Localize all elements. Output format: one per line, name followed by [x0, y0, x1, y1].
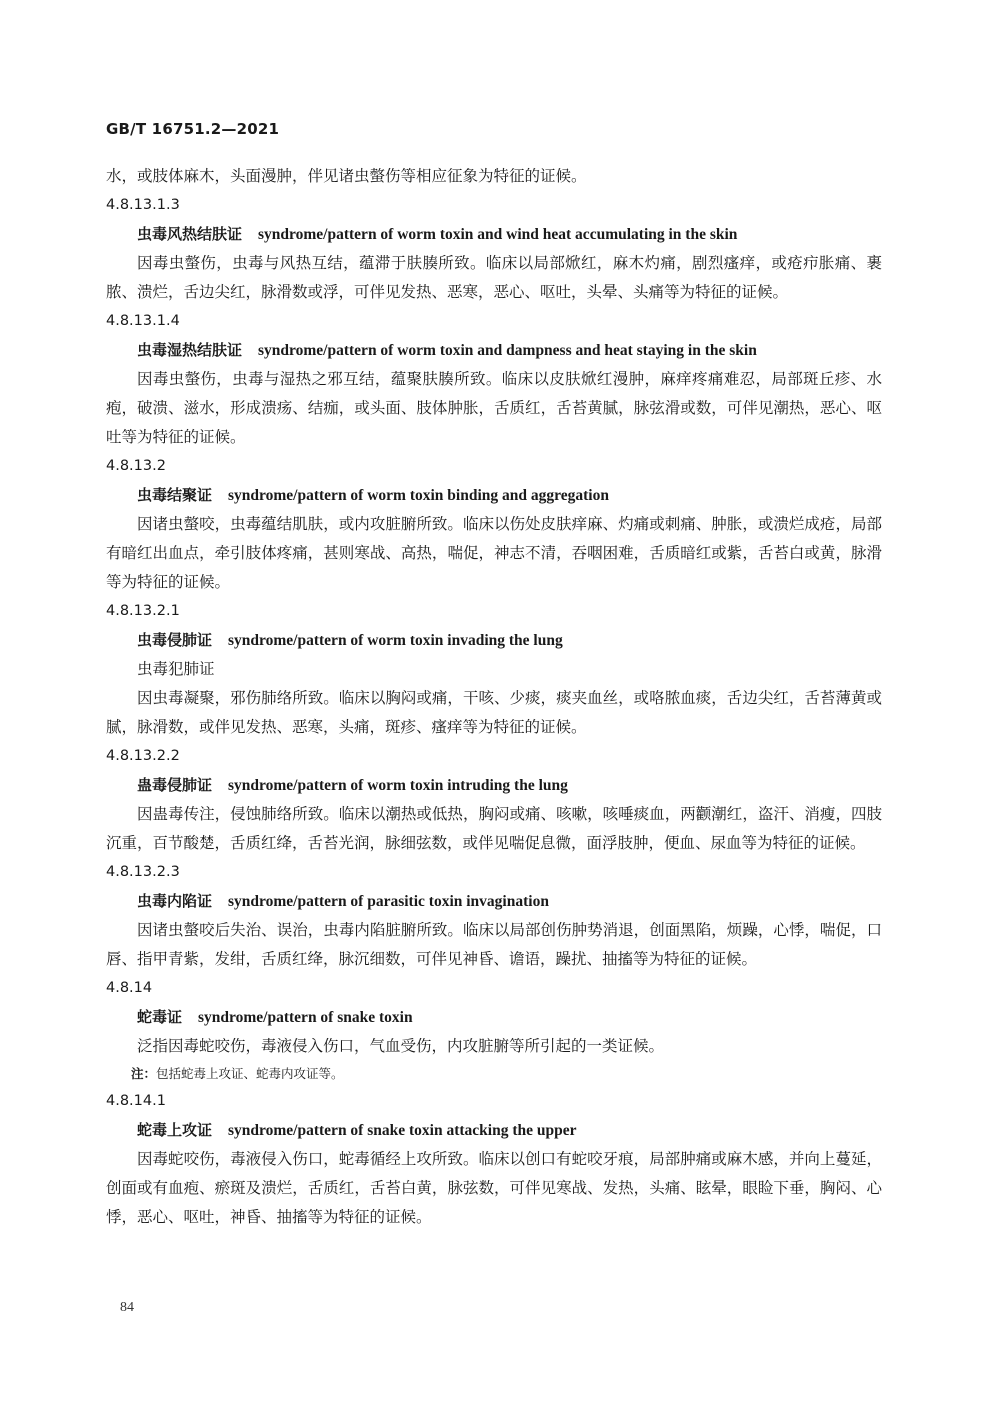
clause-number: 4.8.13.2.2 — [106, 748, 180, 764]
term-chinese: 虫毒风热结肤证 — [137, 225, 243, 243]
term-heading — [106, 887, 882, 916]
note-text: 包括蛇毒上攻证、蛇毒内攻证等。 — [156, 1066, 344, 1081]
clause-number: 4.8.14.1 — [106, 1093, 166, 1109]
term-english: syndrome/pattern of parasitic toxin invagination — [228, 893, 549, 910]
clause-number: 4.8.13.1.3 — [106, 197, 180, 213]
term-chinese: 蛊毒侵肺证 — [137, 776, 213, 794]
term-english: syndrome/pattern of worm toxin invading the lung — [228, 632, 563, 649]
term-heading — [106, 771, 882, 800]
term-heading — [106, 1003, 882, 1032]
page-content — [106, 162, 882, 1232]
term-definition: 泛指因毒蛇咬伤，毒液侵入伤口，气血受伤，内攻脏腑等所引起的一类证候。 — [137, 1037, 665, 1055]
term-heading — [106, 1116, 882, 1145]
term-chinese: 虫毒湿热结肤证 — [137, 341, 243, 359]
term-chinese: 虫毒侵肺证 — [137, 631, 213, 649]
term-english: syndrome/pattern of worm toxin intruding the lung — [228, 777, 568, 794]
term-note — [106, 1061, 882, 1087]
continued-paragraph: 水，或肢体麻木，头面漫肿，伴见诸虫螫伤等相应征象为特征的证候。 — [106, 167, 587, 185]
standard-number-header: GB/T 16751.2—2021 — [106, 120, 280, 138]
term-heading — [106, 336, 882, 365]
clause-number: 4.8.14 — [106, 980, 153, 996]
term-synonym: 虫毒犯肺证 — [137, 660, 215, 678]
clause-number: 4.8.13.2 — [106, 458, 166, 474]
term-definition: 因虫毒凝聚，邪伤肺络所致。临床以胸闷或痛，干咳、少痰，痰夹血丝，或咯脓血痰，舌边尖红，舌苔薄黄或腻，脉滑数，或伴见发热、恶寒，头痛，斑疹、瘙痒等为特征的证候。 — [106, 689, 882, 736]
note-label: 注： — [131, 1066, 157, 1081]
term-heading — [106, 481, 882, 510]
term-english: syndrome/pattern of snake toxin attacking the upper — [228, 1122, 577, 1139]
term-heading — [106, 220, 882, 249]
page-number: 84 — [120, 1300, 134, 1315]
clause-number: 4.8.13.2.3 — [106, 864, 180, 880]
term-chinese: 蛇毒证 — [137, 1008, 183, 1026]
term-english: syndrome/pattern of worm toxin and wind heat accumulating in the skin — [258, 226, 738, 243]
term-chinese: 蛇毒上攻证 — [137, 1121, 213, 1139]
term-chinese: 虫毒内陷证 — [137, 892, 213, 910]
term-english: syndrome/pattern of worm toxin binding and aggregation — [228, 487, 609, 504]
term-definition: 因毒虫螫伤，虫毒与湿热之邪互结，蕴聚肤腠所致。临床以皮肤焮红漫肿，麻痒疼痛难忍，局部斑丘疹、水疱，破溃、滋水，形成溃疡、结痂，或头面、肢体肿胀，舌质红，舌苔黄腻，脉弦滑或数，可伴见潮热，恶心、呕吐等为特征的证候。 — [106, 370, 882, 446]
term-definition: 因蛊毒传注，侵蚀肺络所致。临床以潮热或低热，胸闷或痛、咳嗽，咳唾痰血，两颧潮红，盗汗、消瘦，四肢沉重，百节酸楚，舌质红绛，舌苔光润，脉细弦数，或伴见喘促息微，面浮肢肿，便血、尿血等为特征的证候。 — [106, 805, 882, 852]
term-english: syndrome/pattern of worm toxin and dampness and heat staying in the skin — [258, 342, 757, 359]
term-definition: 因毒虫螫伤，虫毒与风热互结，蕴滞于肤腠所致。临床以局部焮红，麻木灼痛，剧烈瘙痒，或疮疖胀痛、裹脓、溃烂，舌边尖红，脉滑数或浮，可伴见发热、恶寒，恶心、呕吐，头晕、头痛等为特征的证候。 — [106, 254, 882, 301]
clause-number: 4.8.13.1.4 — [106, 313, 180, 329]
term-definition: 因毒蛇咬伤，毒液侵入伤口，蛇毒循经上攻所致。临床以创口有蛇咬牙痕，局部肿痛或麻木感，并向上蔓延，创面或有血疱、瘀斑及溃烂，舌质红，舌苔白黄，脉弦数，可伴见寒战、发热，头痛、眩晕，眼睑下垂，胸闷、心悸，恶心、呕吐，神昏、抽搐等为特征的证候。 — [106, 1150, 882, 1226]
term-chinese: 虫毒结聚证 — [137, 486, 213, 504]
term-heading — [106, 626, 882, 655]
term-definition: 因诸虫螫咬后失治、误治，虫毒内陷脏腑所致。临床以局部创伤肿势消退，创面黑陷，烦躁，心悸，喘促，口唇、指甲青紫，发绀，舌质红绛，脉沉细数，可伴见神昏、谵语，躁扰、抽搐等为特征的证候。 — [106, 921, 882, 968]
term-english: syndrome/pattern of snake toxin — [198, 1009, 413, 1026]
term-definition: 因诸虫螫咬，虫毒蕴结肌肤，或内攻脏腑所致。临床以伤处皮肤痒麻、灼痛或刺痛、肿胀，或溃烂成疮，局部有暗红出血点，牵引肢体疼痛，甚则寒战、高热，喘促，神志不清，吞咽困难，舌质暗红或紫，舌苔白或黄，脉滑等为特征的证候。 — [106, 515, 882, 591]
clause-number: 4.8.13.2.1 — [106, 603, 180, 619]
